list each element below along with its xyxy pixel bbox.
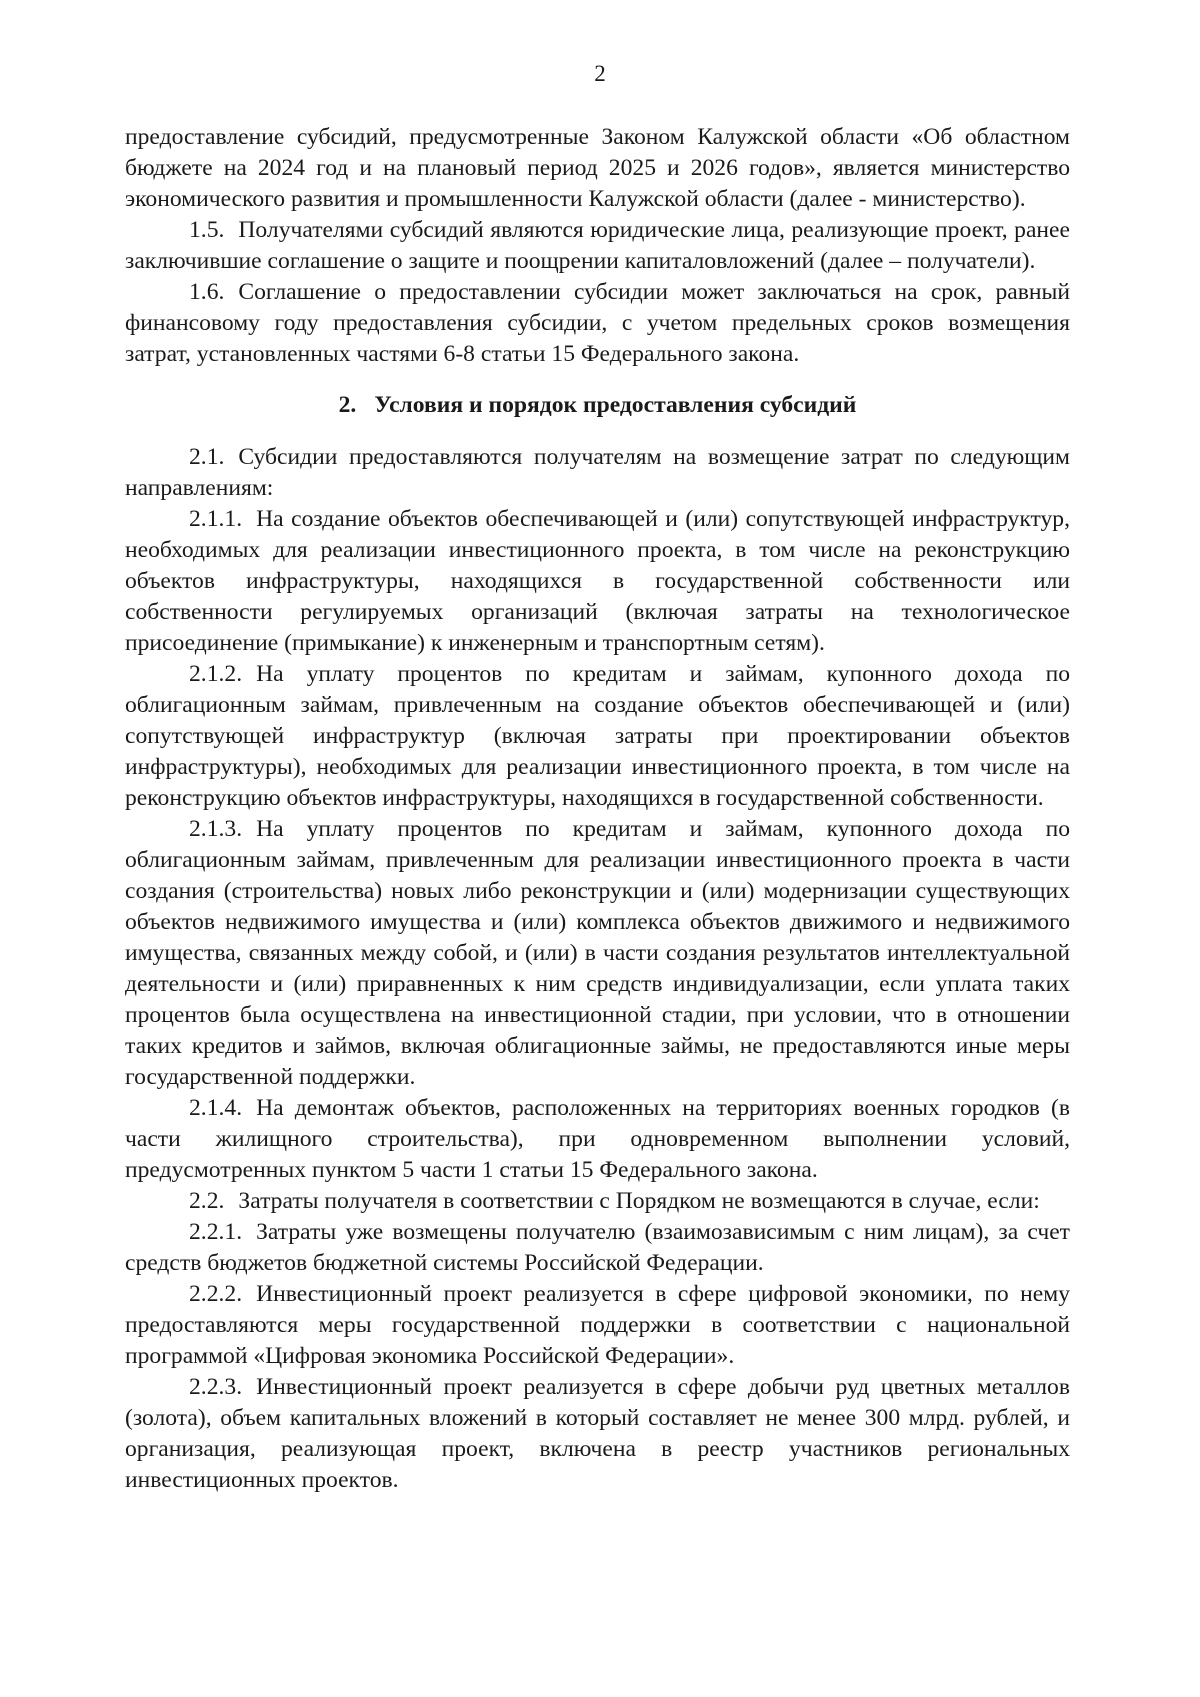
paragraph-text: На уплату процентов по кредитам и займам, купонного дохода по облигационным займам, привлеченным на создание объектов обеспечивающей и (или) сопутствующей инфраструктур (включая затраты при проектировании объектов инфраструктуры), необходимых для реализации инвестиционного проекта, в том числе на реконструкцию объектов инфраструктуры, находящихся в государственной собственности. bbox=[125, 661, 1070, 811]
paragraph-text: Затраты получателя в соответствии с Порядком не возмещаются в случае, если: bbox=[238, 1188, 1040, 1214]
paragraph-number: 2.1.2. bbox=[189, 661, 243, 687]
paragraph-text: Получателями субсидий являются юридические лица, реализующие проект, ранее заключившие соглашение о защите и поощрении капиталовложений (далее – получатели). bbox=[125, 217, 1070, 274]
paragraph-continuation bbox=[125, 122, 1070, 215]
paragraph-2-1-4 bbox=[125, 1093, 1070, 1186]
paragraph-text: Инвестиционный проект реализуется в сфере цифровой экономики, по нему предоставляются меры государственной поддержки в соответствии с национальной программой «Цифровая экономика Российской Федерации». bbox=[125, 1281, 1070, 1369]
paragraph-number: 2.2.1. bbox=[189, 1219, 243, 1245]
paragraph-text: предоставление субсидий, предусмотренные Законом Калужской области «Об областном бюджете на 2024 год и на плановый период 2025 и 2026 годов», является министерство экономического развития и промышленности Калужской области (далее - министерство). bbox=[125, 124, 1070, 212]
paragraph-number: 2.1.4. bbox=[189, 1095, 243, 1121]
paragraph-number: 2.1. bbox=[189, 444, 225, 470]
paragraph-text: Соглашение о предоставлении субсидии может заключаться на срок, равный финансовому году предоставления субсидии, с учетом предельных сроков возмещения затрат, установленных частями 6-8 статьи 15 Федерального закона. bbox=[125, 279, 1070, 367]
paragraph-number: 1.5. bbox=[189, 217, 225, 243]
paragraph-2-1 bbox=[125, 442, 1070, 504]
paragraph-text: На уплату процентов по кредитам и займам, купонного дохода по облигационным займам, привлеченным для реализации инвестиционного проекта в части создания (строительства) новых либо реконструкции и (или) модернизации существующих объектов недвижимого имущества и (или) комплекса объектов движимого и недвижимого имущества, связанных между собой, и (или) в части создания результатов интеллектуальной деятельности и (или) приравненных к ним средств индивидуализации, если уплата таких процентов была осуществлена на инвестиционной стадии, при условии, что в отношении таких кредитов и займов, включая облигационные займы, не предоставляются иные меры государственной поддержки. bbox=[125, 816, 1070, 1090]
paragraph-number: 2.2.3. bbox=[189, 1374, 243, 1400]
paragraph-2-2-2 bbox=[125, 1279, 1070, 1372]
paragraph-number: 1.6. bbox=[189, 279, 225, 305]
paragraph-text: Инвестиционный проект реализуется в сфере добычи руд цветных металлов (золота), объем капитальных вложений в который составляет не менее 300 млрд. рублей, и организация, реализующая проект, включена в реестр участников региональных инвестиционных проектов. bbox=[125, 1374, 1070, 1493]
paragraph-2-1-1 bbox=[125, 504, 1070, 659]
paragraph-number: 2.2. bbox=[189, 1188, 225, 1214]
document-body bbox=[125, 122, 1070, 1496]
paragraph-2-1-2 bbox=[125, 659, 1070, 814]
paragraph-2-1-3 bbox=[125, 814, 1070, 1093]
paragraph-1-5 bbox=[125, 215, 1070, 277]
paragraph-2-2-3 bbox=[125, 1372, 1070, 1496]
paragraph-text: На демонтаж объектов, расположенных на территориях военных городков (в части жилищного строительства), при одновременном выполнении условий, предусмотренных пунктом 5 части 1 статьи 15 Федерального закона. bbox=[125, 1095, 1070, 1183]
paragraph-2-2-1 bbox=[125, 1217, 1070, 1279]
section-heading bbox=[125, 390, 1070, 421]
paragraph-number: 2.1.1. bbox=[189, 506, 243, 532]
paragraph-1-6 bbox=[125, 277, 1070, 370]
paragraph-2-2 bbox=[125, 1186, 1070, 1217]
paragraph-text: На создание объектов обеспечивающей и (или) сопутствующей инфраструктур, необходимых для реализации инвестиционного проекта, в том числе на реконструкцию объектов инфраструктуры, находящихся в государственной собственности или собственности регулируемых организаций (включая затраты на технологическое присоединение (примыкание) к инженерным и транспортным сетям). bbox=[125, 506, 1070, 656]
paragraph-text: Субсидии предоставляются получателям на возмещение затрат по следующим направлениям: bbox=[125, 444, 1070, 501]
section-title: Условия и порядок предоставления субсидий bbox=[374, 392, 857, 418]
page-number: 2 bbox=[594, 61, 606, 86]
paragraph-text: Затраты уже возмещены получателю (взаимозависимым с ним лицам), за счет средств бюджетов бюджетной системы Российской Федерации. bbox=[125, 1219, 1070, 1276]
paragraph-number: 2.1.3. bbox=[189, 816, 243, 842]
section-number: 2. bbox=[338, 392, 357, 418]
paragraph-number: 2.2.2. bbox=[189, 1281, 243, 1307]
